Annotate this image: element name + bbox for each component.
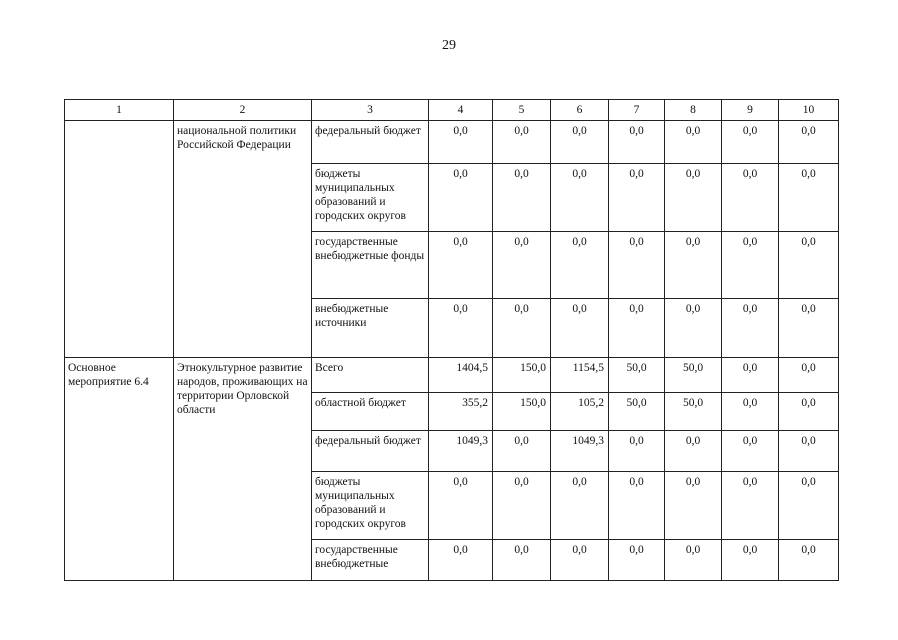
column-header: 2 xyxy=(174,100,312,121)
value-cell: 0,0 xyxy=(665,232,722,299)
value-cell: 0,0 xyxy=(609,299,665,358)
value-cell: 0,0 xyxy=(551,232,609,299)
value-cell: 0,0 xyxy=(429,540,493,581)
funding-source: государственные внебюджетные xyxy=(312,540,429,581)
value-cell: 0,0 xyxy=(722,393,779,431)
value-cell: 0,0 xyxy=(493,472,551,540)
column-header: 1 xyxy=(65,100,174,121)
value-cell: 0,0 xyxy=(493,121,551,164)
value-cell: 0,0 xyxy=(665,472,722,540)
value-cell: 0,0 xyxy=(609,472,665,540)
value-cell: 0,0 xyxy=(722,472,779,540)
measure-cell: национальной политики Российской Федерации xyxy=(174,121,312,358)
value-cell: 0,0 xyxy=(779,299,839,358)
value-cell: 0,0 xyxy=(722,358,779,393)
value-cell: 0,0 xyxy=(493,540,551,581)
value-cell: 50,0 xyxy=(665,358,722,393)
value-cell: 0,0 xyxy=(722,299,779,358)
value-cell: 105,2 xyxy=(551,393,609,431)
value-cell: 0,0 xyxy=(722,431,779,472)
value-cell: 0,0 xyxy=(722,164,779,232)
main-event-cell: Основное мероприятие 6.4 xyxy=(65,358,174,581)
column-header: 5 xyxy=(493,100,551,121)
value-cell: 0,0 xyxy=(551,164,609,232)
column-header: 9 xyxy=(722,100,779,121)
table-row xyxy=(65,121,839,164)
value-cell: 0,0 xyxy=(609,431,665,472)
funding-source: государственные внебюджетные фонды xyxy=(312,232,429,299)
column-header: 3 xyxy=(312,100,429,121)
funding-source: бюджеты муниципальных образований и городских округов xyxy=(312,164,429,232)
value-cell: 0,0 xyxy=(609,540,665,581)
column-header: 6 xyxy=(551,100,609,121)
column-header: 7 xyxy=(609,100,665,121)
value-cell: 1049,3 xyxy=(429,431,493,472)
funding-source: Всего xyxy=(312,358,429,393)
value-cell: 0,0 xyxy=(779,540,839,581)
value-cell: 0,0 xyxy=(779,358,839,393)
value-cell: 0,0 xyxy=(493,299,551,358)
value-cell: 0,0 xyxy=(551,472,609,540)
value-cell: 50,0 xyxy=(665,393,722,431)
value-cell: 1049,3 xyxy=(551,431,609,472)
value-cell: 0,0 xyxy=(665,299,722,358)
value-cell: 1404,5 xyxy=(429,358,493,393)
value-cell: 0,0 xyxy=(551,121,609,164)
value-cell: 50,0 xyxy=(609,393,665,431)
value-cell: 150,0 xyxy=(493,358,551,393)
page-number: 29 xyxy=(442,38,456,53)
column-header: 4 xyxy=(429,100,493,121)
main-event-cell xyxy=(65,121,174,358)
value-cell: 0,0 xyxy=(779,431,839,472)
value-cell: 0,0 xyxy=(609,232,665,299)
value-cell: 0,0 xyxy=(779,232,839,299)
value-cell: 1154,5 xyxy=(551,358,609,393)
funding-source: бюджеты муниципальных образований и городских округов xyxy=(312,472,429,540)
value-cell: 0,0 xyxy=(429,299,493,358)
value-cell: 0,0 xyxy=(429,232,493,299)
value-cell: 0,0 xyxy=(665,164,722,232)
value-cell: 0,0 xyxy=(665,431,722,472)
value-cell: 0,0 xyxy=(609,121,665,164)
value-cell: 0,0 xyxy=(493,431,551,472)
column-header: 8 xyxy=(665,100,722,121)
value-cell: 0,0 xyxy=(493,232,551,299)
value-cell: 0,0 xyxy=(429,472,493,540)
column-header: 10 xyxy=(779,100,839,121)
value-cell: 0,0 xyxy=(609,164,665,232)
value-cell: 0,0 xyxy=(779,121,839,164)
value-cell: 355,2 xyxy=(429,393,493,431)
measure-cell: Этнокультурное развитие народов, проживающих на территории Орловской области xyxy=(174,358,312,581)
value-cell: 0,0 xyxy=(493,164,551,232)
value-cell: 0,0 xyxy=(722,121,779,164)
value-cell: 0,0 xyxy=(779,164,839,232)
value-cell: 0,0 xyxy=(779,393,839,431)
funding-source: областной бюджет xyxy=(312,393,429,431)
value-cell: 0,0 xyxy=(722,540,779,581)
value-cell: 0,0 xyxy=(779,472,839,540)
value-cell: 150,0 xyxy=(493,393,551,431)
funding-source: федеральный бюджет xyxy=(312,431,429,472)
value-cell: 0,0 xyxy=(665,121,722,164)
value-cell: 0,0 xyxy=(429,164,493,232)
funding-source: внебюджетные источники xyxy=(312,299,429,358)
value-cell: 0,0 xyxy=(665,540,722,581)
value-cell: 0,0 xyxy=(551,540,609,581)
value-cell: 0,0 xyxy=(551,299,609,358)
value-cell: 50,0 xyxy=(609,358,665,393)
funding-source: федеральный бюджет xyxy=(312,121,429,164)
header-row xyxy=(65,100,839,121)
table-row xyxy=(65,358,839,393)
value-cell: 0,0 xyxy=(722,232,779,299)
value-cell: 0,0 xyxy=(429,121,493,164)
budget-table xyxy=(64,99,839,581)
